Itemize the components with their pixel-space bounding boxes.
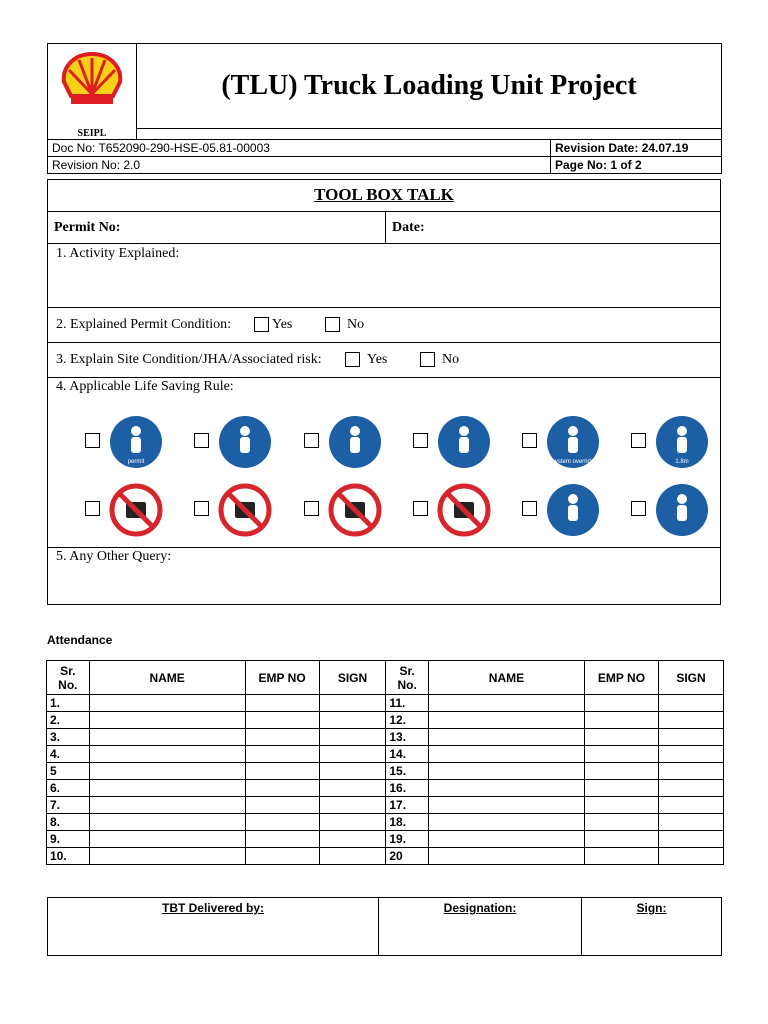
working-at-height-icon (655, 415, 709, 469)
column-header: Sr. No. (386, 661, 429, 695)
icon-caption: permit (127, 459, 145, 465)
name-cell[interactable] (429, 848, 585, 865)
sign-cell[interactable] (659, 814, 724, 831)
name-cell[interactable] (429, 831, 585, 848)
emp-no-cell[interactable] (584, 712, 658, 729)
name-cell[interactable] (89, 831, 245, 848)
life-saving-rule-checkbox[interactable] (631, 433, 646, 448)
emp-no-cell[interactable] (245, 695, 319, 712)
life-saving-rule-checkbox[interactable] (413, 433, 428, 448)
emp-no-cell[interactable] (584, 797, 658, 814)
delivered-by-label: TBT Delivered by: (48, 898, 379, 956)
emp-no-cell[interactable] (584, 814, 658, 831)
serial-number: 20 (386, 848, 429, 865)
revision-date: Revision Date: 24.07.19 (551, 139, 722, 156)
emp-no-cell[interactable] (584, 780, 658, 797)
life-saving-rule-label: 4. Applicable Life Saving Rule: (56, 379, 234, 394)
serial-number: 1. (47, 695, 90, 712)
no-smoking-icon (218, 483, 272, 537)
page-title: (TLU) Truck Loading Unit Project (137, 44, 722, 129)
site-condition-label: 3. Explain Site Condition/JHA/Associated risk: (56, 352, 322, 367)
column-header: EMP NO (584, 661, 658, 695)
table-row (47, 814, 724, 831)
emp-no-cell[interactable] (245, 814, 319, 831)
column-header: SIGN (659, 661, 724, 695)
activity-explained-label: 1. Activity Explained: (56, 246, 180, 261)
designation-label: Designation: (379, 898, 582, 956)
document-header (47, 43, 722, 174)
life-saving-rule-checkbox[interactable] (85, 433, 100, 448)
table-row (47, 746, 724, 763)
sign-cell[interactable] (319, 712, 386, 729)
name-cell[interactable] (429, 797, 585, 814)
no-alcohol-drugs-icon (328, 483, 382, 537)
site-condition-yes-checkbox[interactable] (345, 352, 360, 367)
permit-icon (109, 415, 163, 469)
energy-isolation-icon (328, 415, 382, 469)
serial-number: 6. (47, 780, 90, 797)
other-query-label: 5. Any Other Query: (56, 549, 172, 564)
emp-no-cell[interactable] (245, 780, 319, 797)
permit-label: Permit No: (54, 220, 121, 235)
column-header: Sr. No. (47, 661, 90, 695)
serial-number: 10. (47, 848, 90, 865)
permit-condition-yes-checkbox[interactable] (254, 317, 269, 332)
confined-space-icon (218, 415, 272, 469)
serial-number: 13. (386, 729, 429, 746)
name-cell[interactable] (429, 746, 585, 763)
serial-number: 8. (47, 814, 90, 831)
sign-cell[interactable] (659, 729, 724, 746)
sign-cell[interactable] (659, 831, 724, 848)
serial-number: 3. (47, 729, 90, 746)
serial-number: 18. (386, 814, 429, 831)
sign-cell[interactable] (319, 831, 386, 848)
life-saving-rule-checkbox[interactable] (85, 501, 100, 516)
icon-caption: 1.8m (675, 459, 689, 465)
name-cell[interactable] (429, 712, 585, 729)
sign-cell[interactable] (659, 712, 724, 729)
no-label: No (347, 317, 365, 332)
table-row (47, 729, 724, 746)
serial-number: 12. (386, 712, 429, 729)
attendance-label: Attendance (47, 633, 113, 647)
emp-no-cell[interactable] (584, 695, 658, 712)
sign-cell[interactable] (319, 729, 386, 746)
life-saving-rule-checkbox[interactable] (304, 501, 319, 516)
table-row (47, 848, 724, 865)
sign-cell[interactable] (319, 746, 386, 763)
emp-no-cell[interactable] (245, 848, 319, 865)
serial-number: 4. (47, 746, 90, 763)
life-saving-rule-checkbox[interactable] (522, 433, 537, 448)
name-cell[interactable] (429, 780, 585, 797)
column-header: SIGN (319, 661, 386, 695)
serial-number: 15. (386, 763, 429, 780)
yes-label: Yes (271, 317, 293, 332)
sign-cell[interactable] (659, 848, 724, 865)
logo-cell (48, 44, 137, 129)
toolbox-talk-form (47, 179, 721, 605)
sign-cell[interactable] (659, 780, 724, 797)
name-cell[interactable] (429, 814, 585, 831)
name-cell[interactable] (89, 695, 245, 712)
sign-cell[interactable] (659, 763, 724, 780)
column-header: NAME (89, 661, 245, 695)
serial-number: 19. (386, 831, 429, 848)
sign-cell[interactable] (319, 780, 386, 797)
no-label: No (442, 352, 460, 367)
sign-cell[interactable] (319, 695, 386, 712)
serial-number: 2. (47, 712, 90, 729)
line-of-fire-icon (437, 415, 491, 469)
serial-number: 9. (47, 831, 90, 848)
name-cell[interactable] (89, 729, 245, 746)
seatbelt-icon (546, 483, 600, 537)
emp-no-cell[interactable] (245, 729, 319, 746)
life-saving-rule-checkbox[interactable] (194, 433, 209, 448)
signature-table (47, 897, 722, 956)
page-number: Page No: 1 of 2 (551, 156, 722, 173)
permit-condition-label: 2. Explained Permit Condition: (56, 317, 231, 332)
emp-no-cell[interactable] (584, 831, 658, 848)
life-saving-rules (48, 378, 720, 548)
sign-label: Sign: (582, 898, 722, 956)
shell-logo (57, 50, 127, 108)
table-row (47, 763, 724, 780)
emp-no-cell[interactable] (245, 763, 319, 780)
life-saving-rule-checkbox[interactable] (413, 501, 428, 516)
table-row (47, 712, 724, 729)
system-override-icon (546, 415, 600, 469)
emp-no-cell[interactable] (584, 848, 658, 865)
date-label: Date: (392, 220, 425, 235)
icon-caption: system override (551, 459, 595, 465)
doc-number: Doc No: T652090-290-HSE-05.81-00003 (48, 139, 551, 156)
table-row (47, 831, 724, 848)
name-cell[interactable] (89, 797, 245, 814)
serial-number: 5 (47, 763, 90, 780)
emp-no-cell[interactable] (245, 746, 319, 763)
yes-label: Yes (367, 352, 388, 367)
sign-cell[interactable] (319, 848, 386, 865)
serial-number: 7. (47, 797, 90, 814)
sign-cell[interactable] (319, 797, 386, 814)
serial-number: 14. (386, 746, 429, 763)
emp-no-cell[interactable] (245, 831, 319, 848)
emp-no-cell[interactable] (584, 763, 658, 780)
emp-no-cell[interactable] (584, 729, 658, 746)
attendance-table (46, 660, 724, 865)
life-saving-rule-checkbox[interactable] (194, 501, 209, 516)
serial-number: 17. (386, 797, 429, 814)
name-cell[interactable] (429, 729, 585, 746)
no-walking-under-load-icon (109, 483, 163, 537)
journey-management-icon (655, 483, 709, 537)
serial-number: 11. (386, 695, 429, 712)
column-header: NAME (429, 661, 585, 695)
name-cell[interactable] (89, 780, 245, 797)
no-phone-speeding-icon (437, 483, 491, 537)
life-saving-rule-checkbox[interactable] (631, 501, 646, 516)
revision-number: Revision No: 2.0 (48, 156, 551, 173)
column-header: EMP NO (245, 661, 319, 695)
table-row (47, 695, 724, 712)
name-cell[interactable] (429, 695, 585, 712)
form-heading: TOOL BOX TALK (314, 185, 454, 204)
site-condition-no-checkbox[interactable] (420, 352, 435, 367)
sign-cell[interactable] (659, 695, 724, 712)
life-saving-rule-checkbox[interactable] (304, 433, 319, 448)
logo-text: SEIPL (48, 129, 137, 140)
name-cell[interactable] (89, 763, 245, 780)
emp-no-cell[interactable] (245, 797, 319, 814)
name-cell[interactable] (89, 746, 245, 763)
sign-cell[interactable] (319, 763, 386, 780)
serial-number: 16. (386, 780, 429, 797)
table-row (47, 797, 724, 814)
sign-cell[interactable] (659, 797, 724, 814)
table-row (47, 780, 724, 797)
life-saving-rule-checkbox[interactable] (522, 501, 537, 516)
permit-condition-no-checkbox[interactable] (325, 317, 340, 332)
emp-no-cell[interactable] (245, 712, 319, 729)
emp-no-cell[interactable] (584, 746, 658, 763)
name-cell[interactable] (429, 763, 585, 780)
name-cell[interactable] (89, 848, 245, 865)
sign-cell[interactable] (319, 814, 386, 831)
sign-cell[interactable] (659, 746, 724, 763)
name-cell[interactable] (89, 814, 245, 831)
name-cell[interactable] (89, 712, 245, 729)
